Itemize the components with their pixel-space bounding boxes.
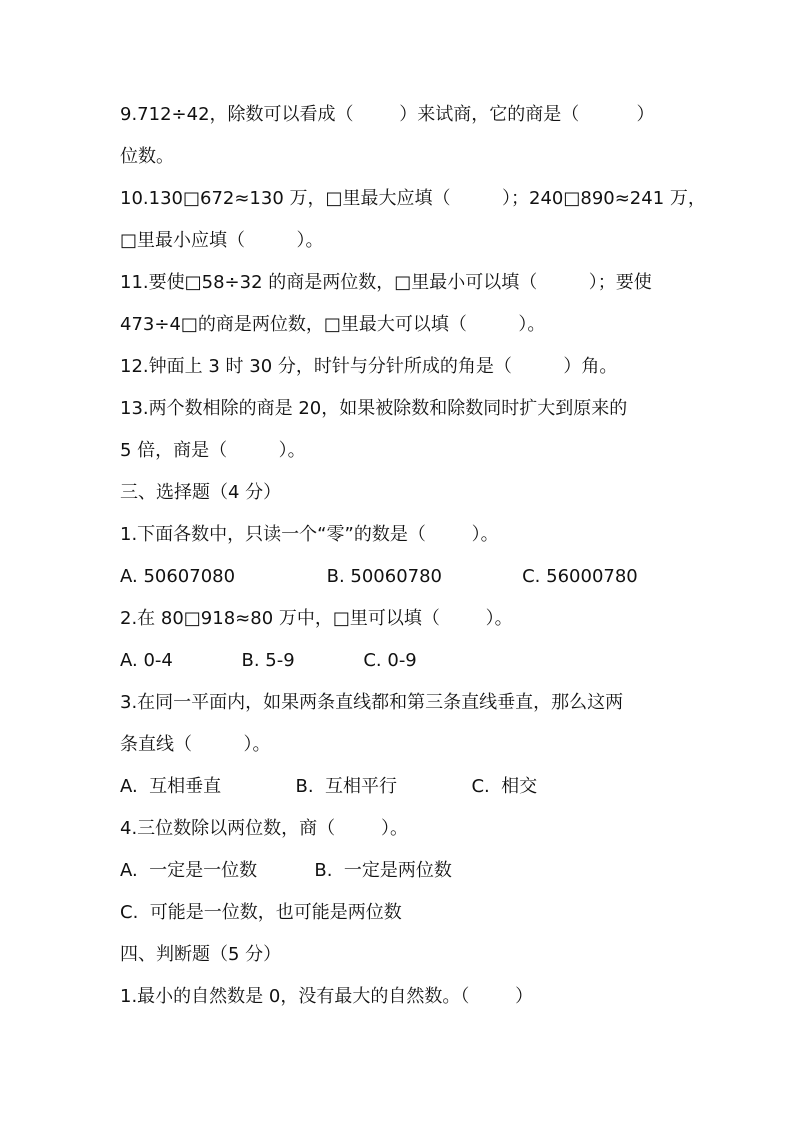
question-13-line-2: 5 倍，商是（ ）。 <box>120 440 306 461</box>
question-9-line-2: 位数。 <box>120 146 174 167</box>
choice-question-3-options: A. 互相垂直 B. 互相平行 C. 相交 <box>120 776 538 797</box>
choice-question-2-options: A. 0-4 B. 5-9 C. 0-9 <box>120 650 417 671</box>
choice-question-1: 1.下面各数中，只读一个“零”的数是（ ）。 <box>120 524 499 545</box>
section-3-heading: 三、选择题（4 分） <box>120 482 282 503</box>
question-11-line-1: 11.要使□58÷32 的商是两位数，□里最小可以填（ ）；要使 <box>120 272 652 293</box>
choice-question-3-line-2: 条直线（ ）。 <box>120 734 271 755</box>
choice-question-1-options: A. 50607080 B. 50060780 C. 56000780 <box>120 566 638 587</box>
question-10-line-2: □里最小应填（ ）。 <box>120 230 324 251</box>
judge-question-1: 1.最小的自然数是 0，没有最大的自然数。（ ） <box>120 986 534 1007</box>
question-11-line-2: 473÷4□的商是两位数，□里最大可以填（ ）。 <box>120 314 546 335</box>
choice-question-3-line-1: 3.在同一平面内，如果两条直线都和第三条直线垂直，那么这两 <box>120 692 624 713</box>
question-12: 12.钟面上 3 时 30 分，时针与分针所成的角是（ ）角。 <box>120 356 618 377</box>
question-13-line-1: 13.两个数相除的商是 20，如果被除数和除数同时扩大到原来的 <box>120 398 628 419</box>
choice-question-4-options-ab: A. 一定是一位数 B. 一定是两位数 <box>120 860 452 881</box>
question-9-line-1: 9.712÷42，除数可以看成（ ）来试商，它的商是（ ） <box>120 104 655 125</box>
choice-question-2: 2.在 80□918≈80 万中，□里可以填（ ）。 <box>120 608 513 629</box>
choice-question-4-option-c: C. 可能是一位数，也可能是两位数 <box>120 902 402 923</box>
choice-question-4: 4.三位数除以两位数，商（ ）。 <box>120 818 408 839</box>
section-4-heading: 四、判断题（5 分） <box>120 944 282 965</box>
question-10-line-1: 10.130□672≈130 万，□里最大应填（ ）；240□890≈241 万， <box>120 188 706 209</box>
